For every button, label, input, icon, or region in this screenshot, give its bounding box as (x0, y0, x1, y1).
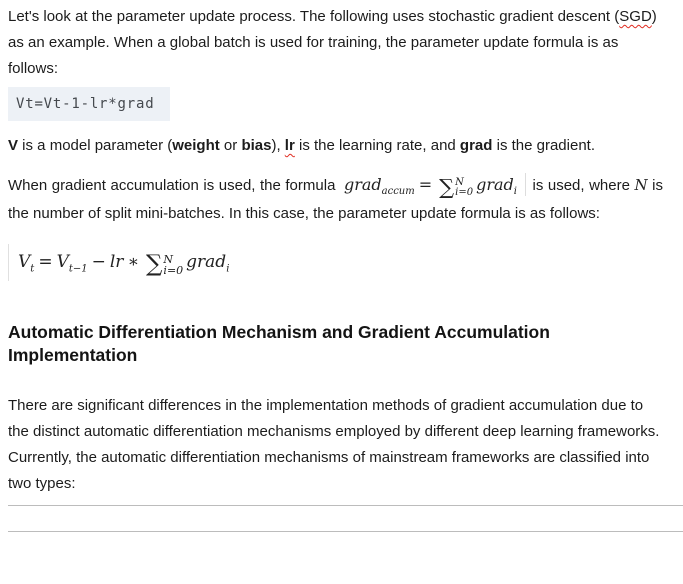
sigma-symbol: ∑ (146, 251, 163, 277)
var-v: V (8, 137, 19, 154)
text-segment: is the number of split mini-batches. In this case, the parameter update formula is as follows: (8, 177, 663, 222)
inline-accumulation-formula (342, 173, 526, 199)
var-vt: V (18, 252, 31, 272)
formula-lhs-subscript: accum (381, 186, 415, 198)
var-lr: lr (109, 252, 124, 272)
text-segment: is the gradient. (492, 137, 595, 154)
vt-prev-subscript: t−1 (68, 263, 88, 275)
var-bias: bias (241, 137, 272, 154)
text-segment: Let's look at the parameter update process. The following uses stochastic gradient descent ( (8, 8, 620, 25)
formula-lhs: grad (343, 175, 382, 194)
text-segment: When gradient accumulation is used, the formula (8, 177, 340, 194)
var-grad: grad (459, 137, 493, 154)
grad-subscript: i (226, 263, 230, 275)
parameter-description-paragraph (8, 133, 663, 159)
var-weight: weight (172, 137, 220, 154)
sigma-symbol: ∑ (439, 175, 455, 199)
gradient-accumulation-paragraph (8, 171, 663, 228)
closing-paragraph: There are significant differences in the implementation methods of gradient accumulation due to the distinct automatic differentiation mechanisms employed by different deep learning frameworks. Currently, the automatic differentiation mechanisms of mainstream frameworks are classified into two types: (8, 397, 660, 492)
equals-sign: = (38, 252, 53, 272)
sgd-update-formula-code: Vt=Vt-1-lr*grad (8, 87, 170, 121)
equals-sign: = (418, 175, 433, 194)
table-border-line (8, 531, 683, 532)
sum-lower-limit: i=0 (455, 186, 474, 198)
misspelled-word-sgd: SGD (619, 8, 652, 25)
summation (439, 177, 473, 198)
table-border-line (8, 505, 683, 506)
sum-lower-limit: i=0 (163, 263, 184, 277)
text-segment: ) as an example. When a global batch is used for training, the parameter update formula is as follows: (8, 8, 657, 77)
text-segment: is used, where (527, 177, 635, 194)
asterisk-operator: ∗ (127, 252, 139, 272)
formula-rhs-subscript: i (513, 186, 517, 198)
misspelled-word-lr: lr (284, 137, 295, 154)
section-heading: Automatic Differentiation Mechanism and Gradient Accumulation Implementation (8, 322, 550, 365)
text-segment: ), (271, 137, 285, 154)
sum-upper-limit: N (163, 252, 174, 266)
summation (146, 253, 183, 276)
var-n: N (634, 176, 648, 194)
parameter-update-formula (8, 244, 663, 281)
sum-upper-limit: N (455, 176, 464, 188)
text-segment: or (219, 137, 242, 154)
text-segment: is a model parameter ( (18, 137, 173, 154)
vt-subscript: t (30, 263, 35, 275)
var-vt-prev: V (56, 252, 69, 272)
intro-paragraph (8, 4, 663, 82)
var-grad: grad (186, 252, 227, 272)
minus-sign: − (91, 252, 106, 272)
formula-rhs: grad (476, 175, 514, 194)
text-segment: is the learning rate, and (294, 137, 460, 154)
table-top-borders (8, 505, 683, 532)
